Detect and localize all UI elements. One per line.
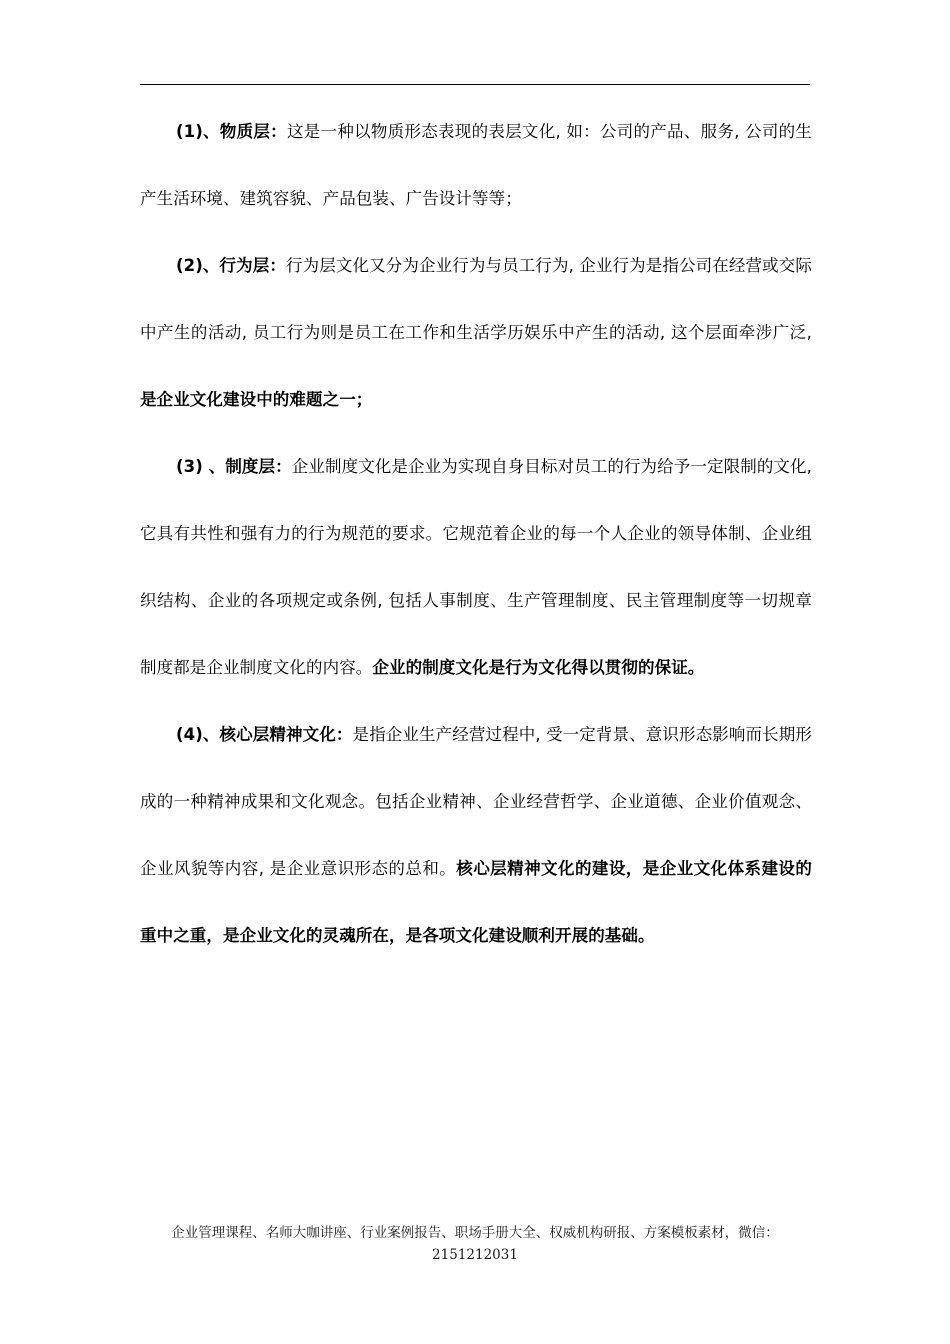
paragraph-emphasis-text: 是企业文化建设中的难题之一； — [140, 390, 373, 409]
paragraph-text: 这是一种以物质形态表现的表层文化, 如：公司的产品、服务, 公司的生产生活环境、建筑容貌、产品包装、广告设计等等； — [140, 122, 812, 208]
paragraph-behavior-layer — [140, 232, 812, 433]
header-divider — [140, 84, 810, 85]
paragraph-system-layer — [140, 433, 812, 701]
paragraph-text: 是指企业生产经营过程中, 受一定背景、意识形态影响而长期形成的一种精神成果和文化观念。包括企业精神、企业经营哲学、企业道德、企业价值观念、企业风貌等内容, 是企业意识形态的总和。 — [140, 725, 813, 878]
page-footer — [0, 1222, 950, 1266]
paragraph-text: 企业制度文化是企业为实现自身目标对员工的行为给予一定限制的文化, 它具有共性和强有力的行为规范的要求。它规范着企业的每一个人企业的领导体制、企业组织结构、企业的各项规定或条例, 包括人事制度、生产管理制度、民主管理制度等一切规章制度都是企业制度文化的内容。 — [140, 457, 812, 677]
paragraph-lead-label: (4)、核心层精神文化： — [176, 725, 353, 744]
paragraph-lead-label: (2)、行为层： — [176, 256, 286, 275]
paragraph-emphasis-text: 企业的制度文化是行为文化得以贯彻的保证。 — [372, 658, 705, 677]
paragraph-lead-label: (1)、物质层： — [176, 122, 287, 141]
paragraph-core-spirit-layer — [140, 701, 812, 969]
footer-line-1: 企业管理课程、名师大咖讲座、行业案例报告、职场手册大全、权威机构研报、方案模板素材，微信： — [171, 1225, 779, 1241]
paragraph-emphasis-text: 核心层精神文化的建设，是企业文化体系建设的重中之重，是企业文化的灵魂所在，是各项文化建设顺利开展的基础。 — [140, 859, 812, 945]
document-body — [140, 98, 812, 969]
footer-wechat-id: 2151212031 — [432, 1247, 518, 1263]
paragraph-material-layer — [140, 98, 812, 232]
paragraph-text: 行为层文化又分为企业行为与员工行为, 企业行为是指公司在经营或交际中产生的活动, 员工行为则是员工在工作和生活学历娱乐中产生的活动, 这个层面牵涉广泛, — [140, 256, 812, 342]
paragraph-lead-label: (3) 、制度层： — [176, 457, 292, 476]
